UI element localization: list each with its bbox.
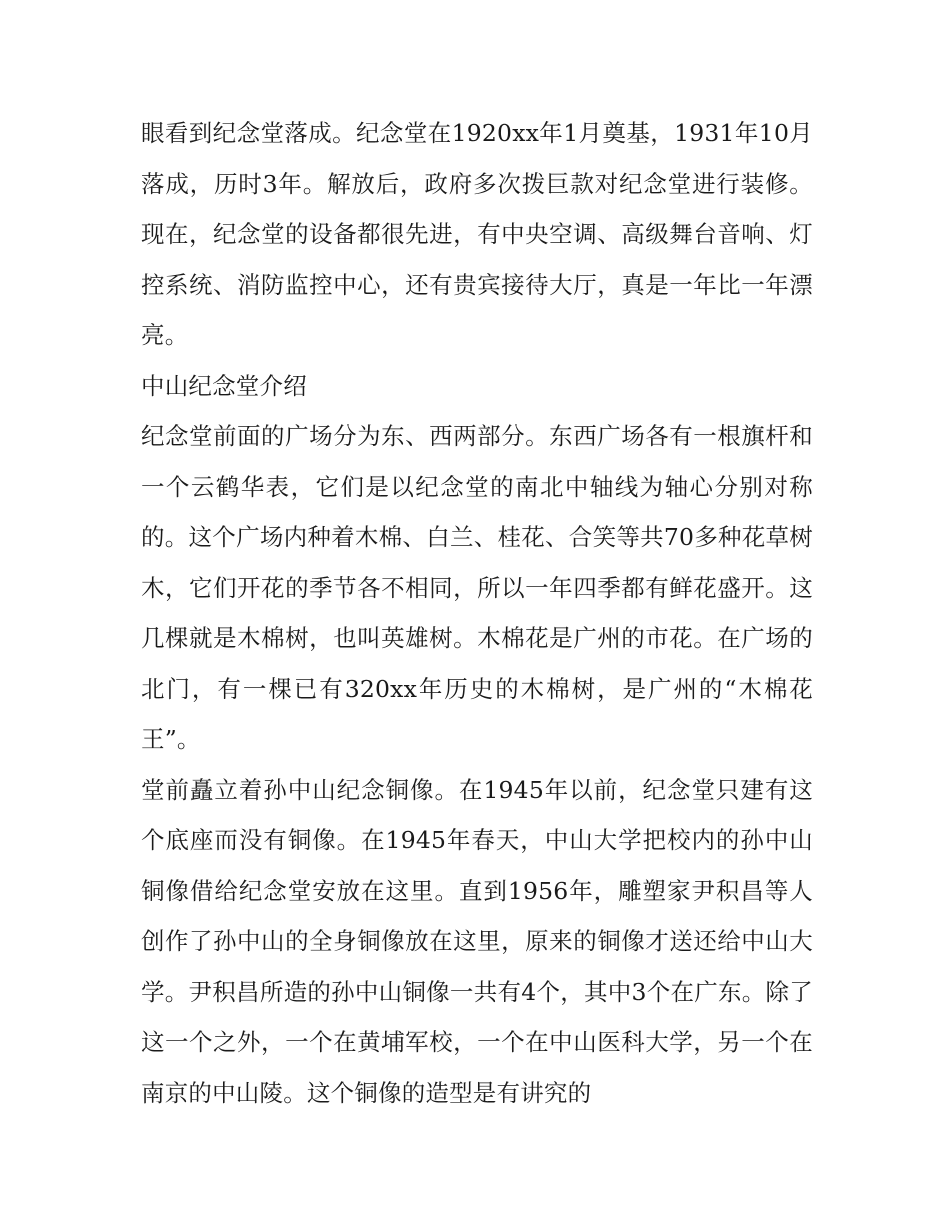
paragraph-statue: 堂前矗立着孙中山纪念铜像。在1945年以前，纪念堂只建有这个底座而没有铜像。在1945年春天，中山大学把校内的孙中山铜像借给纪念堂安放在这里。直到1956年，雕塑家尹积昌等人创作了孙中山的全身铜像放在这里，原来的铜像才送还给中山大学。尹积昌所造的孙中山铜像一共有4个，其中3个在广东。除了这一个之外，一个在黄埔军校，一个在中山医科大学，另一个在南京的中山陵。这个铜像的造型是有讲究的: [141, 775, 813, 1107]
document-page: [141, 108, 813, 1118]
paragraph-memorial-history: 眼看到纪念堂落成。纪念堂在1920xx年1月奠基，1931年10月落成，历时3年。解放后，政府多次拨巨款对纪念堂进行装修。现在，纪念堂的设备都很先进，有中央空调、高级舞台音响、灯控系统、消防监控中心，还有贵宾接待大厅，真是一年比一年漂亮。: [141, 119, 813, 349]
section-heading: 中山纪念堂介绍: [141, 371, 307, 400]
paragraph-square: 纪念堂前面的广场分为东、西两部分。东西广场各有一根旗杆和一个云鹤华表，它们是以纪念堂的南北中轴线为轴心分别对称的。这个广场内种着木棉、白兰、桂花、合笑等共70多种花草树木，它们开花的季节各不相同，所以一年四季都有鲜花盛开。这几棵就是木棉树，也叫英雄树。木棉花是广州的市花。在广场的北门，有一棵已有320xx年历史的木棉树，是广州的“木棉花王”。: [141, 422, 813, 753]
